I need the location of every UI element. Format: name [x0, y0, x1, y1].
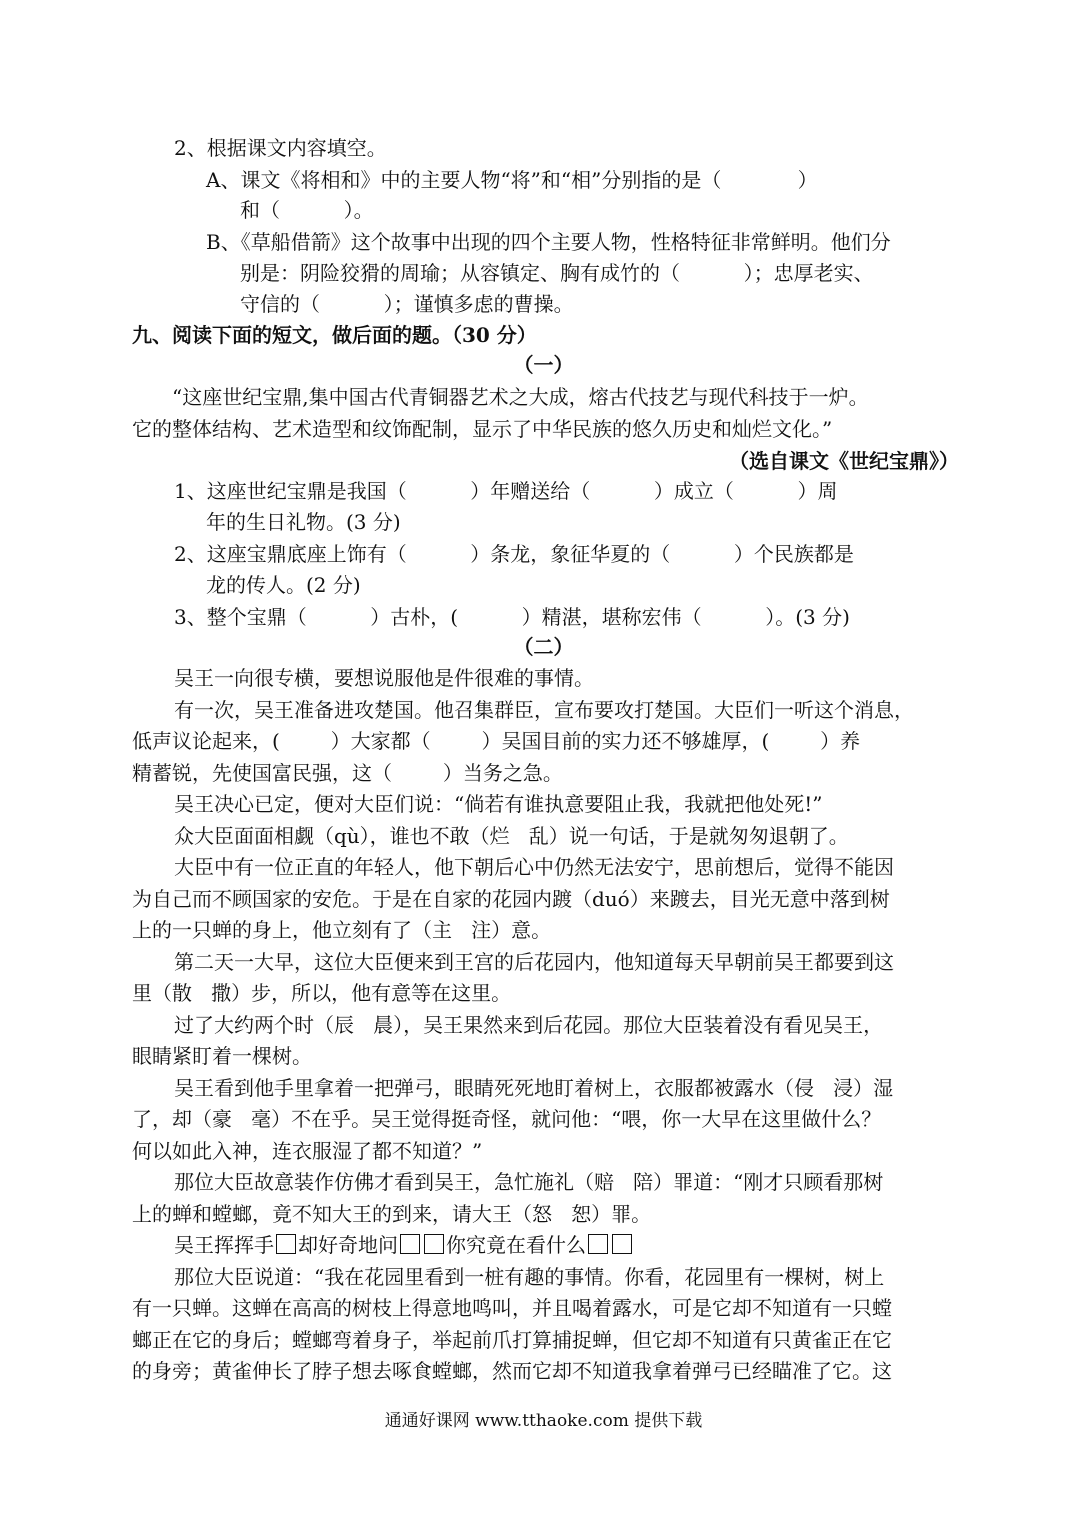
part1-passage-line1: “这座世纪宝鼎,集中国古代青铜器艺术之大成，熔古代技艺与现代科技于一炉。 [172, 385, 869, 409]
part2-label: （二） [513, 635, 574, 659]
passage-line: 过了大约两个时（辰 晨），吴王果然来到后花园。那位大臣装着没有看见吴王， [174, 1013, 884, 1037]
q2-b-line2: 别是：阴险狡猾的周瑜；从容镇定、胸有成竹的（ ）；忠厚老实、 [240, 261, 874, 285]
part1-q2-line2: 龙的传人。(2 分) [206, 573, 361, 597]
q2-b-line1: B、《草船借箭》这个故事中出现的四个主要人物，性格特征非常鲜明。他们分 [206, 230, 891, 254]
passage-line: 大臣中有一位正直的年轻人，他下朝后心中仍然无法安宁，思前想后，觉得不能因 [174, 855, 894, 879]
part1-label: （一） [513, 353, 574, 377]
passage-line: 何以如此入神，连衣服湿了都不知道？” [132, 1139, 483, 1163]
page-footer: 通通好课网 www.tthaoke.com 提供下载 [384, 1411, 703, 1431]
passage-line: 吴王决心已定，便对大臣们说：“倘若有谁执意要阻止我，我就把他处死!” [174, 792, 823, 816]
q2-title: 2、根据课文内容填空。 [174, 136, 387, 160]
punctuation-blank-box[interactable] [424, 1234, 444, 1254]
part1-q1-line1: 1、这座世纪宝鼎是我国（ ）年赠送给（ ）成立（ ）周 [174, 479, 838, 503]
passage-line: 有一次，吴王准备进攻楚国。他召集群臣，宣布要攻打楚国。大臣们一听这个消息， [174, 698, 914, 722]
q2-b-line3: 守信的（ ）；谨慎多虑的曹操。 [240, 292, 574, 316]
passage-line: 那位大臣故意装作仿佛才看到吴王，急忙施礼（赔 陪）罪道：“刚才只顾看那树 [174, 1170, 884, 1194]
passage-line: 那位大臣说道：“我在花园里看到一桩有趣的事情。你看，花园里有一棵树，树上 [174, 1265, 885, 1289]
part1-passage-line2: 它的整体结构、艺术造型和纹饰配制，显示了中华民族的悠久历史和灿烂文化。” [132, 417, 833, 441]
passage-line: 第二天一大早，这位大臣便来到王宫的后花园内，他知道每天早朝前吴王都要到这 [174, 950, 894, 974]
punctuation-question-line [174, 1230, 1087, 1260]
punctuation-blank-box[interactable] [588, 1234, 608, 1254]
passage-line: 吴王一向很专横，要想说服他是件很难的事情。 [174, 666, 594, 690]
passage-line: 里（散 撒）步，所以，他有意等在这里。 [132, 981, 512, 1005]
part1-q2-line1: 2、这座宝鼎底座上饰有（ ）条龙，象征华夏的（ ）个民族都是 [174, 542, 854, 566]
section9-heading: 九、阅读下面的短文，做后面的题。（30 分） [132, 323, 537, 347]
passage-fragment: 却好奇地问 [298, 1233, 398, 1257]
q2-a-line1: A、课文《将相和》中的主要人物“将”和“相”分别指的是（ ） [206, 168, 818, 192]
passage-line: 低声议论起来，( ）大家都（ ）吴国目前的实力还不够雄厚，( ）养 [132, 729, 861, 753]
passage-line: 为自己而不顾国家的安危。于是在自家的花园内踱（duó）来踱去，目光无意中落到树 [132, 887, 890, 911]
punctuation-blank-box[interactable] [612, 1234, 632, 1254]
punctuation-blank-box[interactable] [400, 1234, 420, 1254]
part1-q1-line2: 年的生日礼物。(3 分) [206, 510, 401, 534]
q2-a-line2: 和（ ）。 [240, 198, 374, 222]
passage-line: 上的蝉和螳螂，竟不知大王的到来，请大王（怒 恕）罪。 [132, 1202, 652, 1226]
passage-line: 眼睛紧盯着一棵树。 [132, 1044, 312, 1068]
passage-line: 精蓄锐，先使国富民强，这（ ）当务之急。 [132, 761, 563, 785]
punctuation-blank-box[interactable] [276, 1234, 296, 1254]
passage-fragment: 你究竟在看什么 [446, 1233, 586, 1257]
passage-line: 螂正在它的身后；螳螂弯着身子，举起前爪打算捕捉蝉，但它却不知道有只黄雀正在它 [132, 1328, 892, 1352]
passage-fragment: 吴王挥挥手 [174, 1233, 274, 1257]
passage-line: 的身旁；黄雀伸长了脖子想去啄食螳螂，然而它却不知道我拿着弹弓已经瞄准了它。这 [132, 1359, 892, 1383]
passage-line: 众大臣面面相觑（qù），谁也不敢（烂 乱）说一句话，于是就匆匆退朝了。 [174, 824, 849, 848]
part1-q3: 3、整个宝鼎（ ）古朴，( ）精湛，堪称宏伟（ ）。(3 分) [174, 605, 850, 629]
passage-line: 吴王看到他手里拿着一把弹弓，眼睛死死地盯着树上，衣服都被露水（侵 浸）湿 [174, 1076, 894, 1100]
part1-source: （选自课文《世纪宝鼎》） [729, 449, 959, 473]
passage-line: 了，却（豪 毫）不在乎。吴王觉得挺奇怪，就问他：“喂，你一大早在这里做什么？ [132, 1107, 882, 1131]
passage-line: 上的一只蝉的身上，他立刻有了（主 注）意。 [132, 918, 552, 942]
passage-line: 有一只蝉。这蝉在高高的树枝上得意地鸣叫，并且喝着露水，可是它却不知道有一只螳 [132, 1296, 892, 1320]
